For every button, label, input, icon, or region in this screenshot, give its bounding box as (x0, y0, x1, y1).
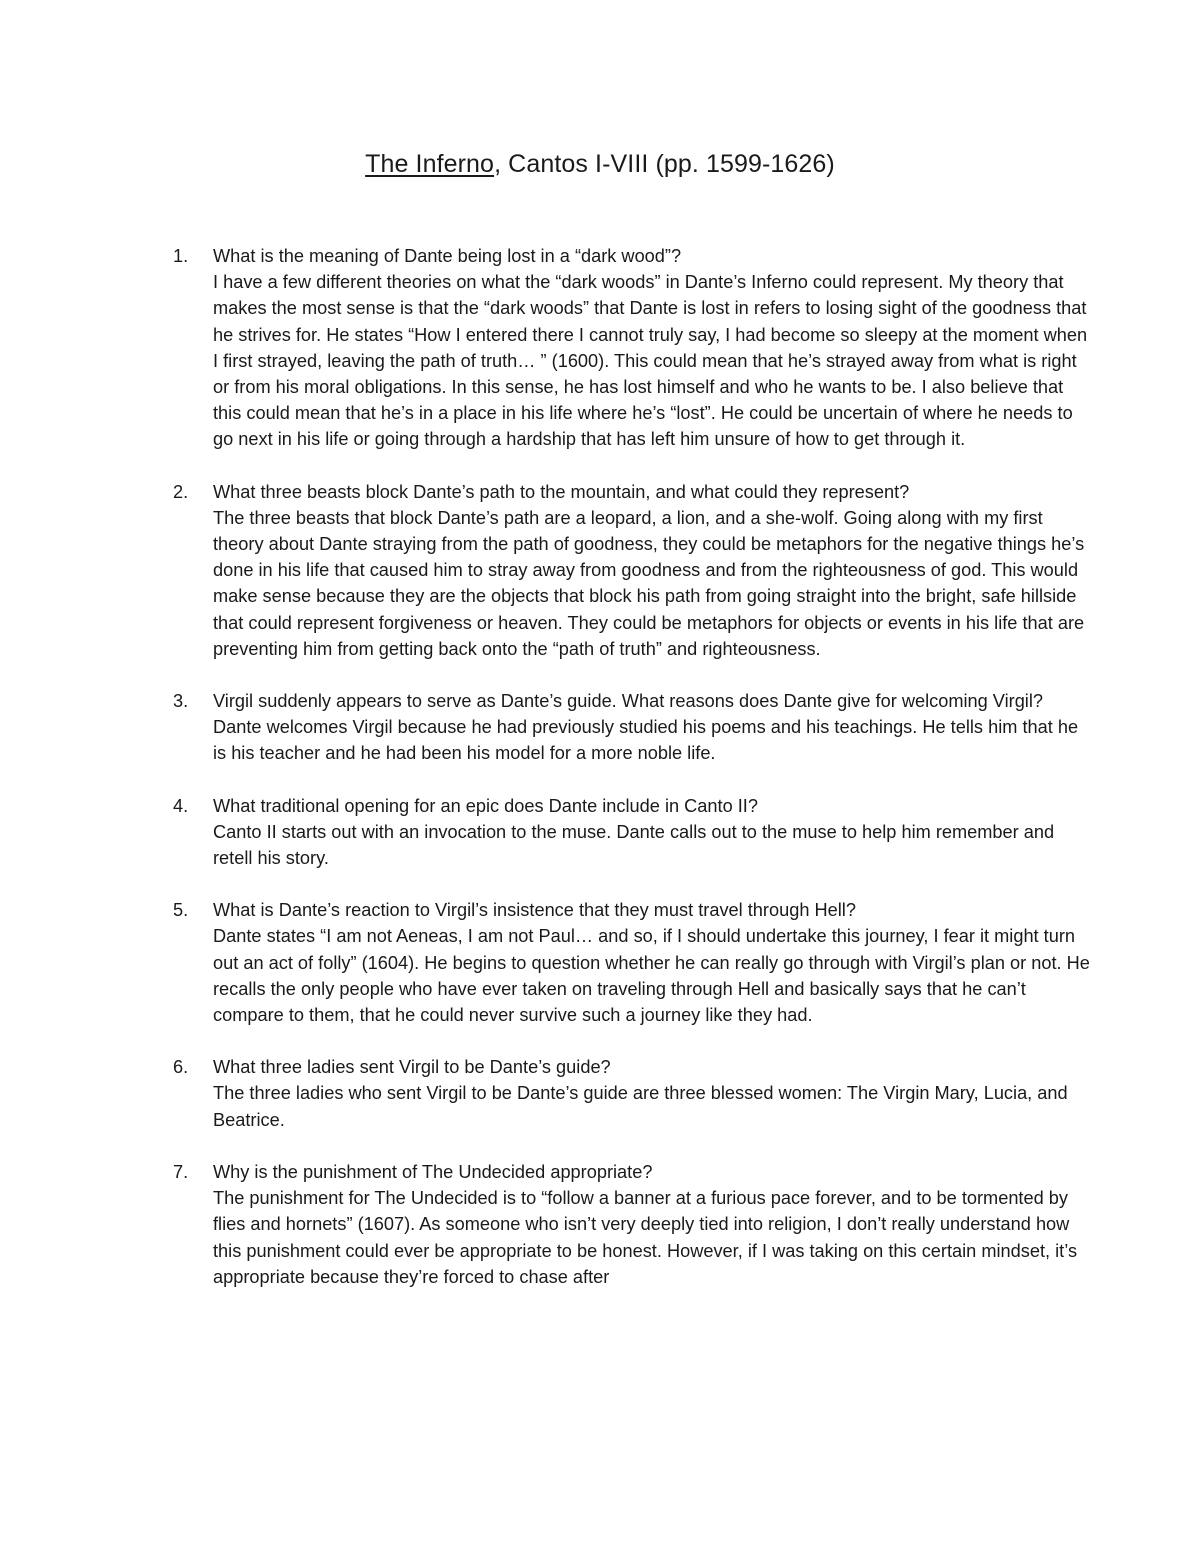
question-number: 5. (173, 900, 189, 921)
question-body (213, 1159, 1093, 1290)
question-body (213, 243, 1093, 453)
question-item-6 (0, 1054, 1200, 1133)
answer-text: Canto II starts out with an invocation to the muse. Dante calls out to the muse to help him remember and retell his story. (213, 821, 1055, 869)
title-cantos-pages: , Cantos I-VIII (pp. 1599-1626) (494, 150, 835, 178)
question-body (213, 479, 1093, 662)
question-body (213, 897, 1093, 1028)
question-number: 7. (173, 1161, 189, 1182)
question-item-7 (0, 1159, 1200, 1290)
question-item-3 (0, 688, 1200, 767)
question-number: 1. (173, 246, 189, 266)
question-number: 3. (173, 691, 189, 712)
answer-text: The three beasts that block Dante’s path are a leopard, a lion, and a she-wolf. Going along with my first theory about Dante straying from the path of goodness, they could be metaphors for the negative things he’s done in his life that caused him to stray away from goodness and from the righteousness of god. This would make sense because they are the objects that block his path from going straight into the bright, safe hillside that could represent forgiveness or heaven. They could be metaphors for objects or events in his life that are preventing him from getting back onto the “path of truth” and righteousness. (213, 507, 1085, 659)
question-number: 4. (173, 795, 189, 816)
question-text: Virgil suddenly appears to serve as Dante’s guide. What reasons does Dante give for welcoming Virgil? (213, 691, 1044, 712)
answer-text: Dante states “I am not Aeneas, I am not Paul… and so, if I should undertake this journey, I fear it might turn out an act of folly” (1604). He begins to question whether he can really go through with Virgil’s plan or not. He recalls the only people who have ever taken on traveling through Hell and basically says that he can’t compare to them, that he could never survive such a journey like they had. (213, 926, 1090, 1026)
question-item-5 (0, 897, 1200, 1028)
question-text: What three ladies sent Virgil to be Dante’s guide? (213, 1057, 611, 1078)
question-number: 2. (173, 481, 189, 502)
question-text: What traditional opening for an epic does Dante include in Canto II? (213, 795, 758, 816)
question-text: Why is the punishment of The Undecided appropriate? (213, 1161, 653, 1182)
question-list (0, 243, 1200, 1316)
answer-text: The three ladies who sent Virgil to be Dante’s guide are three blessed women: The Virgin Mary, Lucia, and Beatrice. (213, 1083, 1068, 1130)
question-body (213, 688, 1093, 767)
answer-text: Dante welcomes Virgil because he had previously studied his poems and his teachings. He tells him that he is his teacher and he had been his model for a more noble life. (213, 717, 1079, 764)
question-text: What is the meaning of Dante being lost in a “dark wood”? (213, 246, 682, 266)
question-item-2 (0, 479, 1200, 662)
answer-text: I have a few different theories on what the “dark woods” in Dante’s Inferno could represent. My theory that makes the most sense is that the “dark woods” that Dante is lost in refers to losing sight of the goodness that he strives for. He states “How I entered there I cannot truly say, I had become so sleepy at the moment when I first strayed, leaving the path of truth… ” (1600). This could mean that he’s strayed away from what is right or from his moral obligations. In this sense, he has lost himself and who he wants to be. I also believe that this could mean that he’s in a place in his life where he’s “lost”. He could be uncertain of where he needs to go next in his life or going through a hardship that has left him unsure of how to get through it. (213, 272, 1088, 450)
document-title (0, 146, 1200, 182)
answer-text: The punishment for The Undecided is to “follow a banner at a furious pace forever, and to be tormented by flies and hornets” (1607). As someone who isn’t very deeply tied into religion, I don’t really understand how this punishment could ever be appropriate to be honest. However, if I was taking on this certain mindset, it’s appropriate because they’re forced to chase after (213, 1188, 1078, 1287)
title-work-name: The Inferno (365, 150, 495, 178)
question-body (213, 1054, 1093, 1133)
question-body (213, 793, 1093, 872)
question-item-1 (0, 243, 1200, 453)
question-item-4 (0, 793, 1200, 872)
question-text: What three beasts block Dante’s path to the mountain, and what could they represent? (213, 481, 910, 502)
question-number: 6. (173, 1057, 189, 1078)
question-text: What is Dante’s reaction to Virgil’s insistence that they must travel through Hell? (213, 900, 856, 921)
